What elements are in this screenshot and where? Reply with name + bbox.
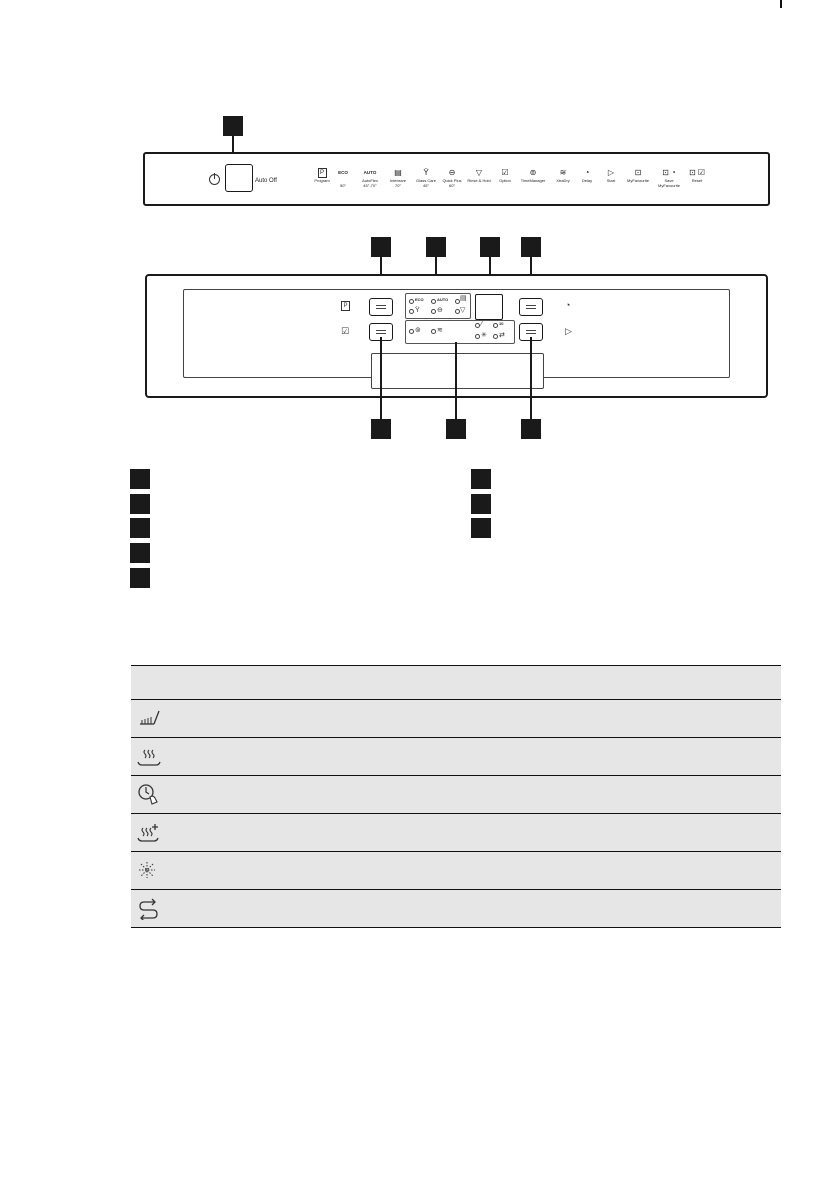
indicator-dot (431, 309, 436, 314)
panel1-item-label: Glass Care (415, 178, 436, 183)
indicator-dot (475, 334, 480, 339)
timemanager-icon: ⊚ (415, 327, 421, 334)
reset-icon (135, 896, 163, 920)
panel1-item-sub: 45°-70° (363, 183, 377, 189)
program-icon: P (341, 301, 350, 311)
callout-4-top (480, 237, 500, 257)
auto-text: AUTO (437, 297, 449, 302)
panel1-item-label: Reset (691, 178, 703, 183)
legend-marker (130, 568, 150, 588)
xtradry-icon: ≋ (437, 327, 443, 334)
timemanager-icon (135, 782, 163, 806)
table-row (131, 814, 781, 852)
timemanager-icon: ⊚ (529, 168, 537, 177)
callout-panel1 (223, 116, 243, 136)
xtradry-icon (135, 744, 163, 768)
rinse-aid-icon: ⁄ (481, 321, 483, 328)
panel1-item-label: AutoFlex (362, 178, 378, 183)
sparkle-icon (135, 858, 163, 882)
glass-icon: Ÿ (423, 168, 429, 177)
program-button[interactable] (369, 298, 393, 316)
reset-icons: ⊡ ☑ (688, 168, 706, 177)
myfavourite-icon: ⊡ (634, 168, 642, 177)
option-indicators (405, 320, 515, 344)
reset-icon: ⇄ (499, 332, 505, 339)
sparkle-icon: ✳ (481, 332, 487, 339)
panel1-item-label: Program (314, 178, 330, 183)
indicator-dot (409, 309, 414, 314)
indicator-dot (475, 321, 483, 328)
xtradry-icon: ≋ (559, 168, 567, 177)
delay-icon: ◔ (584, 168, 590, 177)
panel1-item-label: Save (664, 178, 674, 183)
table-row (131, 852, 781, 890)
program-icon: P (318, 168, 327, 178)
callout-8-bottom (521, 419, 541, 439)
on-off-button[interactable] (225, 164, 253, 192)
auto-text: AUTO (363, 170, 377, 175)
option-icon: ☑ (341, 326, 350, 336)
indicator-dot (409, 329, 414, 334)
panel1-item-label: Option (499, 178, 511, 183)
table-row (131, 700, 781, 738)
panel2-bottom-box (371, 353, 544, 389)
rinse-hold-icon: ▽ (475, 168, 483, 177)
save-icons: ⊡ ◔ (662, 168, 676, 177)
indicator-dot (493, 323, 498, 328)
ten-text: 10 (499, 321, 504, 326)
table-row (131, 776, 781, 814)
panel1-item-label: Start (606, 178, 616, 183)
quick-plus-icon: ⊖ (448, 168, 456, 177)
callout-3-top (426, 237, 446, 257)
indicator-dot (431, 299, 436, 304)
start-icon: ▷ (565, 326, 572, 336)
page-cut-line (780, 0, 782, 8)
panel1-item-label: Rinse & Hold (467, 178, 491, 183)
table-row (131, 890, 781, 928)
eco-text: ECO (338, 170, 348, 175)
leader-line (455, 342, 457, 419)
indicator-dot (493, 334, 498, 339)
power-icon (209, 174, 220, 185)
panel1-item-label: TimeManager (520, 178, 546, 183)
panel1-item-label: XtraDry (556, 178, 570, 183)
panel1-item-label: Delay (581, 178, 593, 183)
table-row (131, 738, 781, 776)
leader-line (380, 337, 382, 419)
legend-marker (471, 518, 491, 538)
legend-marker (130, 469, 150, 489)
program-indicators (405, 293, 471, 319)
callout-6-bottom (371, 419, 391, 439)
start-icon: ▷ (607, 168, 615, 177)
delay-icon: ◔ (565, 300, 571, 310)
callout-5-top (521, 237, 541, 257)
legend-marker (130, 543, 150, 563)
panel1-item-sub: 45° (422, 183, 430, 189)
leader-line (530, 337, 532, 419)
delay-button[interactable] (519, 298, 543, 316)
panel1-item-reset (675, 168, 719, 183)
table-header (131, 665, 781, 700)
indicator-table (131, 665, 781, 928)
legend-marker (130, 518, 150, 538)
rinse-aid-icon (135, 706, 163, 730)
display (475, 294, 503, 320)
eco-text: ECO (415, 297, 424, 302)
callout-7-bottom (446, 419, 466, 439)
panel1-item-label: Intensive (389, 178, 406, 183)
panel1-item-label: MyFavourite (626, 178, 649, 183)
indicator-dot (409, 299, 414, 304)
pot-icon: ▤ (460, 295, 467, 302)
indicator-dot (431, 329, 436, 334)
option-icon: ☑ (501, 168, 509, 177)
panel1-item-sub: MyFavourite (657, 183, 680, 189)
quick-plus-icon: ⊖ (437, 307, 443, 314)
panel1-item-sub: 60° (448, 183, 456, 189)
xtradry-plus-icon (135, 820, 163, 844)
panel1-item-label: Quick Plus (442, 178, 462, 183)
legend-marker (471, 494, 491, 514)
control-panel-1 (143, 152, 770, 206)
rinse-hold-icon: ▽ (460, 307, 466, 314)
panel1-item-sub: 70° (394, 183, 402, 189)
pot-icon: ▤ (394, 168, 402, 177)
callout-2-top (371, 237, 391, 257)
glass-icon: Ÿ (415, 307, 420, 314)
panel1-item-sub: 50° (339, 183, 347, 188)
legend-marker (471, 469, 491, 489)
legend-marker (130, 494, 150, 514)
auto-off-label: Auto Off (255, 178, 277, 184)
